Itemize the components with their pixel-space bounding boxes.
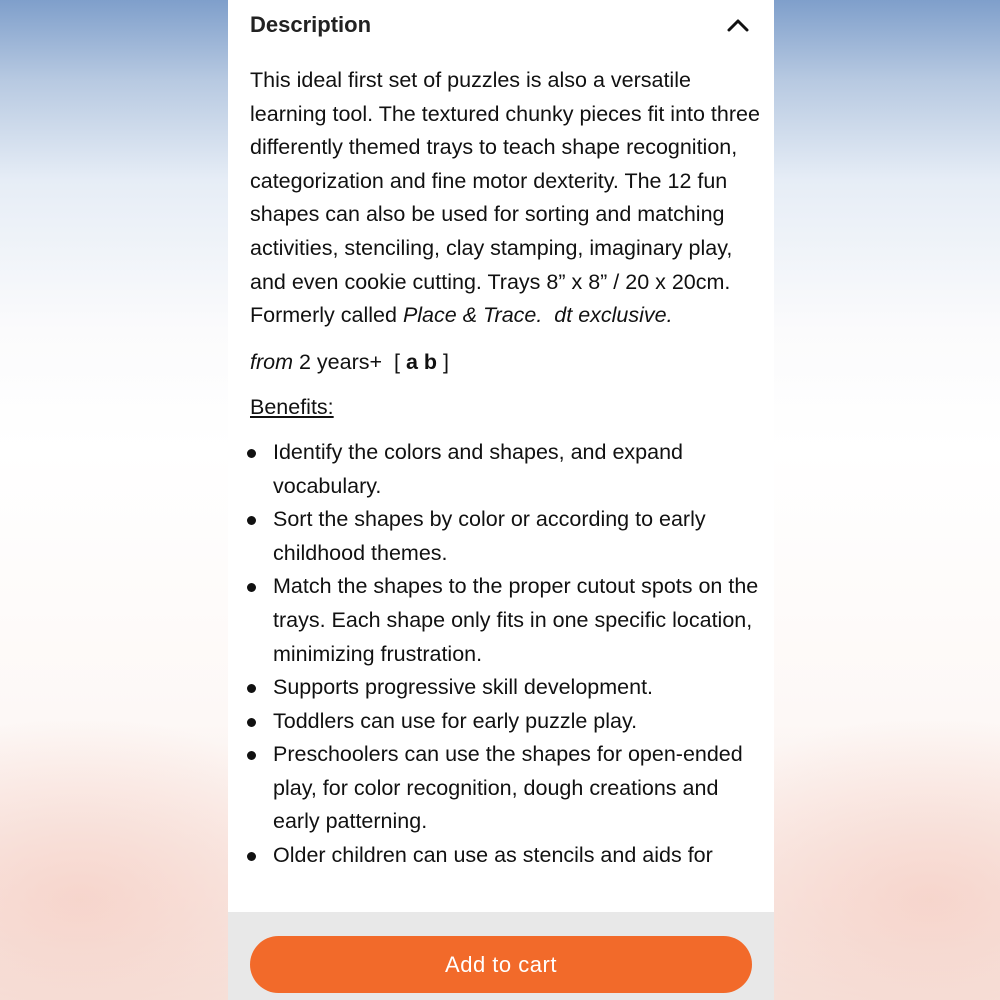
bullet-icon [247, 583, 256, 592]
bullet-icon [247, 516, 256, 525]
benefit-item [250, 671, 762, 705]
description-header[interactable] [250, 0, 752, 50]
add-to-cart-button[interactable]: Add to cart [250, 936, 752, 993]
section-title: Description [250, 12, 372, 37]
age-value: 2 years+ [298, 349, 383, 374]
benefit-item [250, 570, 762, 671]
age-range: from 2 years+ [ a b ] [250, 349, 449, 374]
benefit-item [250, 705, 762, 739]
chevron-up-icon[interactable] [724, 11, 752, 39]
bullet-icon [247, 684, 256, 693]
age-codes: a b [405, 349, 438, 374]
bullet-icon [247, 718, 256, 727]
description-content [250, 64, 762, 873]
description-body: This ideal first set of puzzles is also a versatile learning tool. The textured chunky pieces fit into three differently themed trays to teach shape recognition, categorization and fine motor dexterity. The 12 fun shapes can also be used for sorting and matching activities, stenciling, clay stamping, imaginary play, and even cookie cutting. Trays 8” x 8” / 20 x 20cm. Formerly called [250, 68, 760, 328]
benefit-item [250, 436, 762, 503]
benefit-item [250, 839, 762, 873]
benefits-heading: Benefits: [250, 395, 334, 420]
cart-footer [228, 912, 774, 1000]
benefits-list [250, 436, 762, 873]
exclusive-note: dt exclusive. [554, 303, 673, 328]
former-name: Place & Trace. [402, 303, 543, 328]
bullet-icon [247, 751, 256, 760]
benefit-text: Older children can use as stencils and aids for [273, 843, 713, 868]
benefit-text: Preschoolers can use the shapes for open-ended play, for color recognition, dough creations and early patterning. [273, 742, 743, 834]
benefit-text: Toddlers can use for early puzzle play. [273, 708, 638, 733]
bullet-icon [247, 449, 256, 458]
description-panel [228, 0, 774, 1000]
benefit-item [250, 738, 762, 839]
benefit-item [250, 503, 762, 570]
bullet-icon [247, 852, 256, 861]
age-prefix: from [250, 349, 293, 374]
benefit-text: Identify the colors and shapes, and expand vocabulary. [273, 439, 683, 498]
benefit-text: Sort the shapes by color or according to early childhood themes. [273, 507, 706, 565]
benefit-text: Match the shapes to the proper cutout spots on the trays. Each shape only fits in one specific location, minimizing frustration. [273, 574, 759, 666]
description-text [250, 64, 762, 333]
benefit-text: Supports progressive skill development. [273, 675, 654, 700]
